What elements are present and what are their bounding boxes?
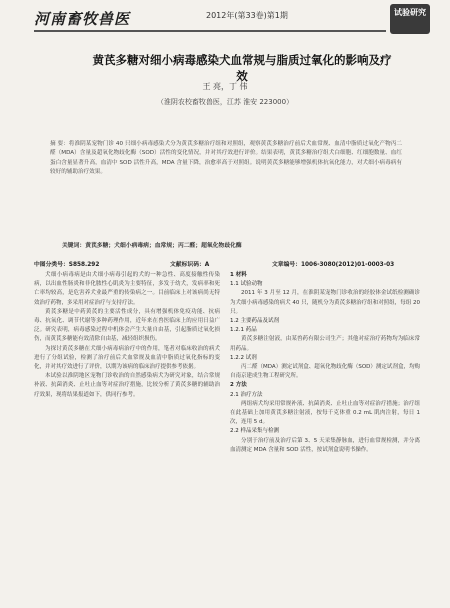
body-paragraph: 黄芪多糖注射液，由某兽药有限公司生产；其他对症治疗药物均为临床常用药品。	[230, 336, 420, 352]
body-paragraph: 本试验以淮阴地区宠物门诊收治的自然感染病犬为研究对象，结合常规补液、抗菌消炎、止吐止血等对症治疗措施，比较分析了黄芪多糖的辅助治疗效果，现将结果报道如下，供同行参考。	[34, 373, 220, 398]
journal-logo: 河南畜牧兽医	[34, 10, 131, 28]
keywords: 关键词：黄芪多糖；犬细小病毒病；血常规；丙二醛；超氧化物歧化酶	[62, 243, 242, 249]
body-paragraph: 2011 年 3 月至 12 月，在淮阴某宠物门诊收治的经胶体金试纸检测确诊为犬细小病毒感染的病犬 40 只，随机分为黄芪多糖治疗组和对照组，每组 20 只。	[230, 290, 420, 315]
subsection-heading: 1.2 主要药品及试剂	[230, 318, 279, 325]
body-paragraph: 黄芪多糖是中药黄芪的主要活性成分，具有增强机体免疫功能、抗病毒、抗氧化、调节代谢等多种药理作用，近年来在兽医临床上的应用日益广泛。研究表明，病毒感染过程中机体会产生大量自由基，引起脂质过氧化损伤，而黄芪多糖能有效清除自由基，减轻组织损伤。	[34, 308, 220, 343]
journal-header	[0, 0, 450, 40]
body-left-column	[34, 271, 220, 400]
subsection-heading: 2.2 样品采集与检测	[230, 428, 279, 435]
body-paragraph: 两组病犬均采用常规补液、抗菌消炎、止吐止血等对症治疗措施；治疗组在此基础上加用黄芪多糖注射液，按每千克体重 0.2 mL 肌肉注射，每日 1 次，连用 5 d。	[230, 400, 420, 426]
subsection-heading: 2.1 治疗方法	[230, 391, 263, 398]
abstract: 摘 要：将淮阴某宠物门诊 40 只细小病毒感染犬分为黄芪多糖治疗组和对照组，观察黄芪多糖治疗前后犬血常规、血清中脂质过氧化产物丙二醛（MDA）含量及超氧化物歧化酶（SOD）活性的变化情况，并对其疗效进行评价。结果表明，黄芪多糖治疗组犬白细胞、红细胞数量、血红蛋白含量显著升高，血清中 SOD 活性升高，MDA 含量下降，治愈率高于对照组。说明黄芪多糖能够增强机体抗氧化能力，对犬细小病毒病有较好的辅助治疗效果。	[50, 141, 402, 175]
article-affiliation: （淮阴农校畜牧兽医，江苏 淮安 223000）	[156, 98, 294, 106]
subsection-heading: 1.2.1 药品	[230, 327, 257, 334]
document-code: 文献标识码：A	[170, 262, 210, 268]
article-number: 文章编号：1006-3080(2012)01-0003-03	[272, 262, 395, 268]
body-paragraph: 丙二醛（MDA）测定试剂盒、超氧化物歧化酶（SOD）测定试剂盒，均购自南京建成生物工程研究所。	[230, 364, 420, 380]
issue-line: 2012年(第33卷)第1期	[206, 11, 288, 20]
subsection-heading: 1.2.2 试剂	[230, 354, 257, 361]
article-title: 黄芪多糖对细小病毒感染犬血常规与脂质过氧化的影响及疗效	[92, 53, 392, 83]
body-right-column	[230, 271, 420, 455]
body-paragraph: 犬细小病毒病是由犬细小病毒引起的犬的一种急性、高度接触性传染病，以出血性肠炎和非化脓性心肌炎为主要特征，多发于幼犬，发病率和死亡率均较高，是危害养犬业最严重的传染病之一。目前临床上对该病尚无特效治疗药物，多采用对症治疗与支持疗法。	[34, 272, 220, 306]
body-paragraph: 为探讨黄芪多糖在犬细小病毒病治疗中的作用，笔者对临床收治的病犬进行了分组试验，检测了治疗前后犬血常规及血清中脂质过氧化指标的变化，并对其疗效进行了评价，以期为该病的临床治疗提供参考依据。	[34, 345, 220, 371]
body-paragraph: 分别于治疗前及治疗后第 3、5 天采集静脉血，进行血常规检测，并分离血清测定 MDA 含量和 SOD 活性，按试剂盒说明书操作。	[230, 437, 420, 453]
header-rule	[34, 30, 386, 32]
section-heading: 1 材料	[230, 272, 247, 278]
article-authors: 王 亮，丁 伟	[202, 82, 248, 91]
clc-number: 中图分类号：S858.292	[34, 262, 100, 268]
section-badge: 试验研究	[390, 4, 430, 34]
section-heading: 2 方法	[230, 382, 247, 389]
subsection-heading: 1.1 试验动物	[230, 281, 263, 288]
